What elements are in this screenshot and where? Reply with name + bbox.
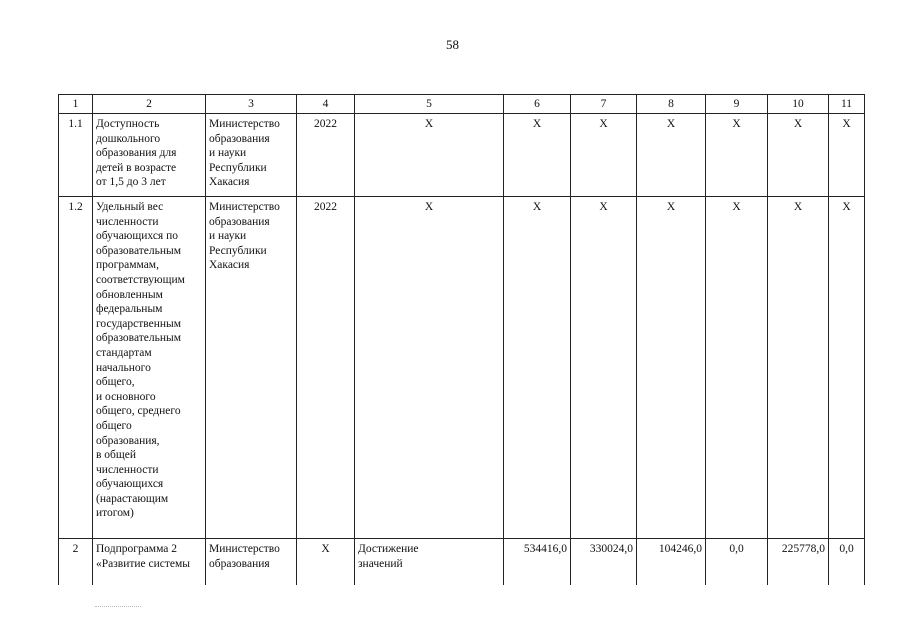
row-number: 2 [59, 539, 93, 586]
row-value-8: 104246,0 [637, 539, 706, 586]
column-header: 11 [829, 95, 865, 114]
row-name: Доступность дошкольного образования для детей в возрасте от 1,5 до 3 лет [93, 114, 206, 197]
row-number: 1.2 [59, 197, 93, 539]
row-indicator: X [355, 197, 504, 539]
table-header-row [59, 95, 865, 114]
row-value-6: X [504, 197, 571, 539]
column-header: 7 [571, 95, 637, 114]
row-year: X [297, 539, 355, 586]
row-indicator: Достижение значений [355, 539, 504, 586]
row-indicator: X [355, 114, 504, 197]
row-value-10: X [768, 197, 829, 539]
row-value-11: X [829, 197, 865, 539]
column-header: 10 [768, 95, 829, 114]
row-value-11: X [829, 114, 865, 197]
row-value-10: 225778,0 [768, 539, 829, 586]
row-value-7: X [571, 114, 637, 197]
scan-artifact [95, 606, 141, 609]
row-executor: Министерство образования и науки Республики Хакасия [206, 197, 297, 539]
column-header: 6 [504, 95, 571, 114]
row-name: Удельный вес численности обучающихся по образовательным программам, соответствующим обновленным федеральным государственным образовательным стандартам начального общего, и основного общего, среднего общего образования, в общей численности обучающихся (нарастающим итогом) [93, 197, 206, 539]
row-value-10: X [768, 114, 829, 197]
table-row [59, 539, 865, 586]
row-executor: Министерство образования [206, 539, 297, 586]
row-value-7: 330024,0 [571, 539, 637, 586]
row-value-8: X [637, 114, 706, 197]
table-row [59, 114, 865, 197]
row-value-6: X [504, 114, 571, 197]
row-number: 1.1 [59, 114, 93, 197]
column-header: 9 [706, 95, 768, 114]
column-header: 2 [93, 95, 206, 114]
row-value-6: 534416,0 [504, 539, 571, 586]
data-table [58, 94, 865, 585]
row-value-9: 0,0 [706, 539, 768, 586]
table-row [59, 197, 865, 539]
column-header: 1 [59, 95, 93, 114]
page-number: 58 [446, 37, 459, 52]
row-name: Подпрограмма 2 «Развитие системы [93, 539, 206, 586]
row-value-7: X [571, 197, 637, 539]
column-header: 3 [206, 95, 297, 114]
column-header: 8 [637, 95, 706, 114]
row-year: 2022 [297, 114, 355, 197]
column-header: 5 [355, 95, 504, 114]
row-executor: Министерство образования и науки Республики Хакасия [206, 114, 297, 197]
row-value-8: X [637, 197, 706, 539]
row-value-11: 0,0 [829, 539, 865, 586]
column-header: 4 [297, 95, 355, 114]
row-year: 2022 [297, 197, 355, 539]
row-value-9: X [706, 114, 768, 197]
row-value-9: X [706, 197, 768, 539]
